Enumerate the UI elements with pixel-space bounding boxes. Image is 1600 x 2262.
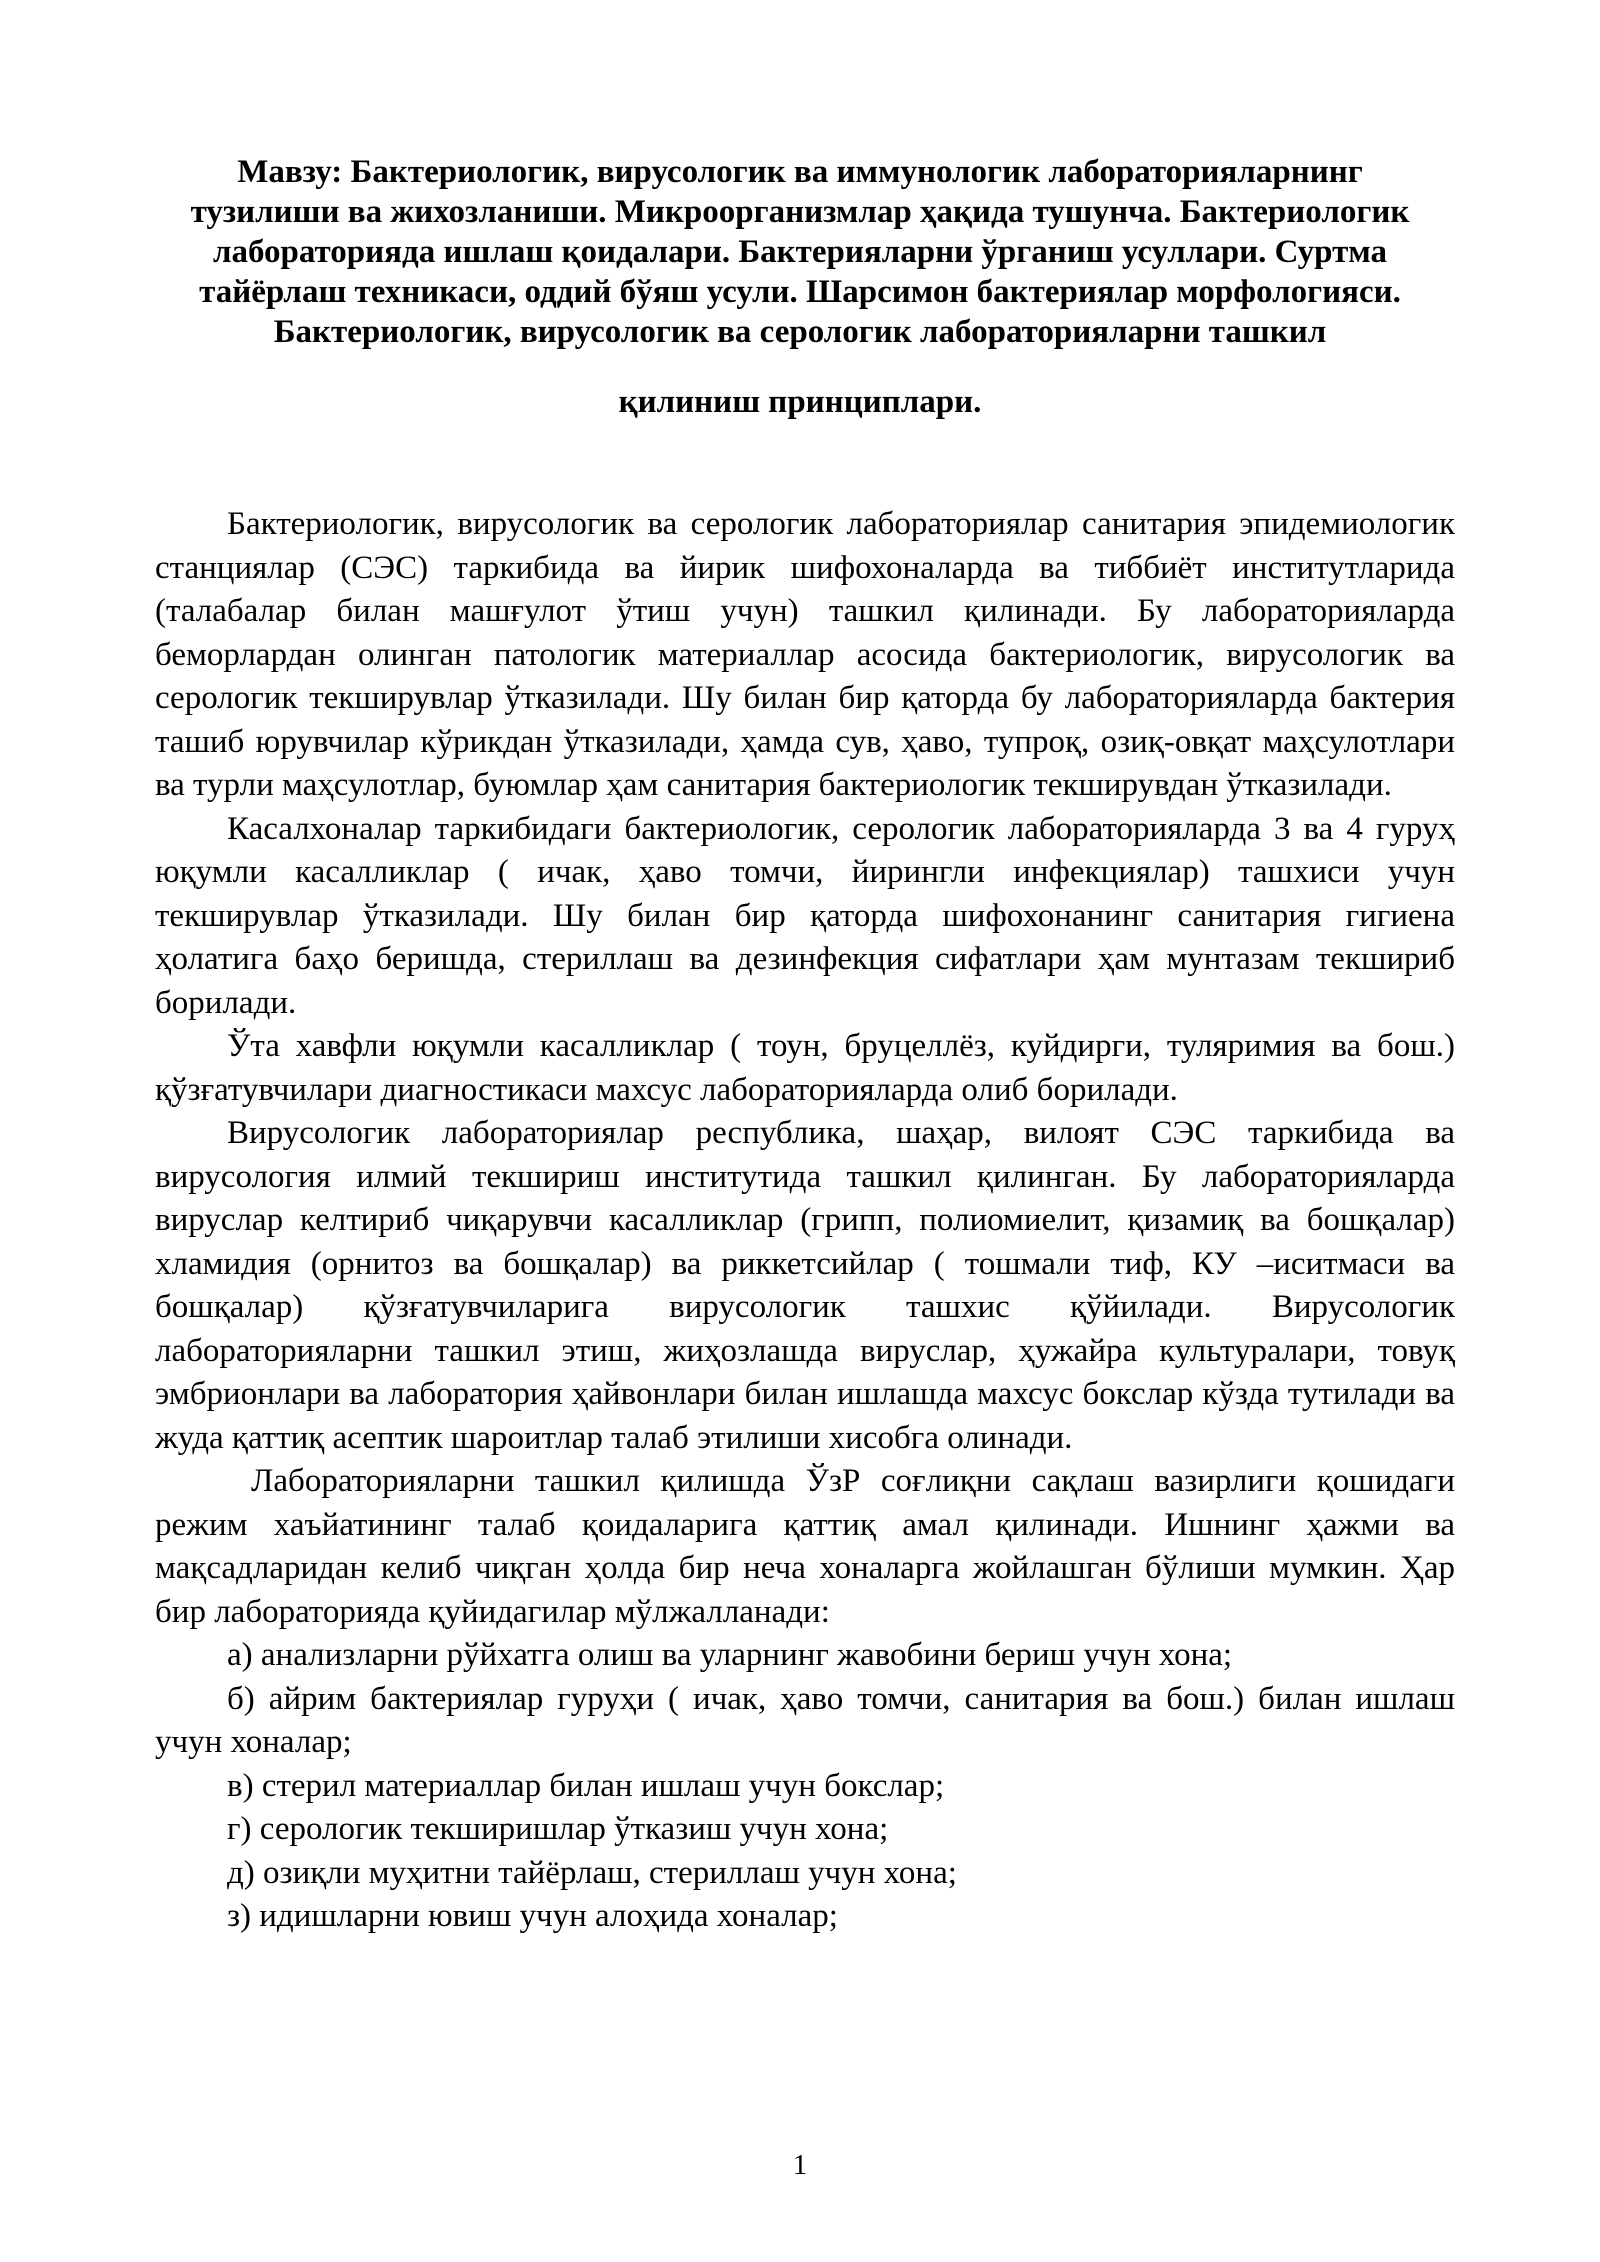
list-item: б) айрим бактериялар гуруҳи ( ичак, ҳаво томчи, санитария ва бош.) билан ишлаш учун хоналар; [155, 1680, 1455, 1760]
paragraph: Лабораторияларни ташкил қилишда ЎзР соғлиқни сақлаш вазирлиги қошидаги режим хаъйатининг талаб қоидаларига қаттиқ амал қилинади. Ишнинг ҳажми ва мақсадларидан келиб чиқган ҳолда бир неча хоналарга жойлашган бўлиши мумкин. Ҳар бир лабораторияда қуйидагилар мўлжалланади: [155, 1463, 1455, 1630]
title-topic: Мавзу: Бактериологик, вирусологик ва иммунологик лабораторияларнинг тузилиши ва жихозланиши. Микроорганизмлар ҳақида тушунча. Бактериологик лабораторияда ишлаш қоидалари. Бактерияларни ўрганиш усуллари. Суртма тайёрлаш техникаси, оддий бўяш усули. Шарсимон бактериялар морфологияси. [190, 154, 1410, 310]
list-item: д) озиқли муҳитни тайёрлаш, стериллаш учун хона; [227, 1854, 957, 1891]
paragraph: Касалхоналар таркибидаги бактериологик, серологик лабораторияларда 3 ва 4 гуруҳ юқумли касалликлар ( ичак, ҳаво томчи, йирингли инфекциялар) ташхиси учун текширувлар ўтказилади. Шу билан бир қаторда шифохонанинг санитария гигиена ҳолатига баҳо беришда, стериллаш ва дезинфекция сифатлари ҳам мунтазам текшириб борилади. [155, 810, 1455, 1021]
title-subtopic: Бактериологик, вирусологик ва серологик лабораторияларни ташкил [273, 314, 1327, 350]
paragraph: Ўта хавфли юқумли касалликлар ( тоун, бруцеллёз, куйдирги, туляримия ва бош.) қўзғатувчилари диагностикаси махсус лабораторияларда олиб борилади. [155, 1028, 1455, 1108]
document-body [155, 503, 1455, 1939]
list-item: а) анализларни рўйхатга олиш ва уларнинг жавобини бериш учун хона; [227, 1637, 1233, 1673]
list-item: г) серологик текширишлар ўтказиш учун хона; [227, 1811, 889, 1847]
title-subtopic-end: қилиниш принциплари. [618, 384, 982, 420]
document-title [160, 152, 1440, 422]
list-item: з) идишларни ювиш учун алоҳида хоналар; [227, 1898, 838, 1934]
list-item: в) стерил материаллар билан ишлаш учун бокслар; [227, 1767, 945, 1804]
paragraph: Бактериологик, вирусологик ва серологик лабораториялар санитария эпидемиологик станциялар (СЭС) таркибида ва йирик шифохоналарда ва тиббиёт институтларида (талабалар билан машғулот ўтиш учун) ташкил қилинади. Бу лабораторияларда беморлардан олинган патологик материаллар асосида бактериологик, вирусологик ва серологик текширувлар ўтказилади. Шу билан бир қаторда бу лабораторияларда бактерия ташиб юрувчилар кўрикдан ўтказилади, ҳамда сув, ҳаво, тупроқ, озиқ-овқат маҳсулотлари ва турли маҳсулотлар, буюмлар ҳам санитария бактериологик текширувдан ўтказилади. [155, 506, 1455, 803]
page-number: 1 [792, 2149, 808, 2181]
paragraph: Вирусологик лабораториялар республика, шаҳар, вилоят СЭС таркибида ва вирусология илмий текшириш институтида ташкил қилинган. Бу лабораторияларда вируслар келтириб чиқарувчи касалликлар (грипп, полиомиелит, қизамиқ ва бошқалар) хламидия (орнитоз ва бошқалар) ва риккетсийлар ( тошмали тиф, КУ –иситмаси ва бошқалар) қўзғатувчиларига вирусологик ташхис қўйилади. Вирусологик лабораторияларни ташкил этиш, жиҳозлашда вируслар, ҳужайра культуралари, товуқ эмбрионлари ва лаборатория ҳайвонлари билан ишлашда махсус бокслар кўзда тутилади ва жуда қаттиқ асептик шароитлар талаб этилиши хисобга олинади. [155, 1115, 1455, 1456]
